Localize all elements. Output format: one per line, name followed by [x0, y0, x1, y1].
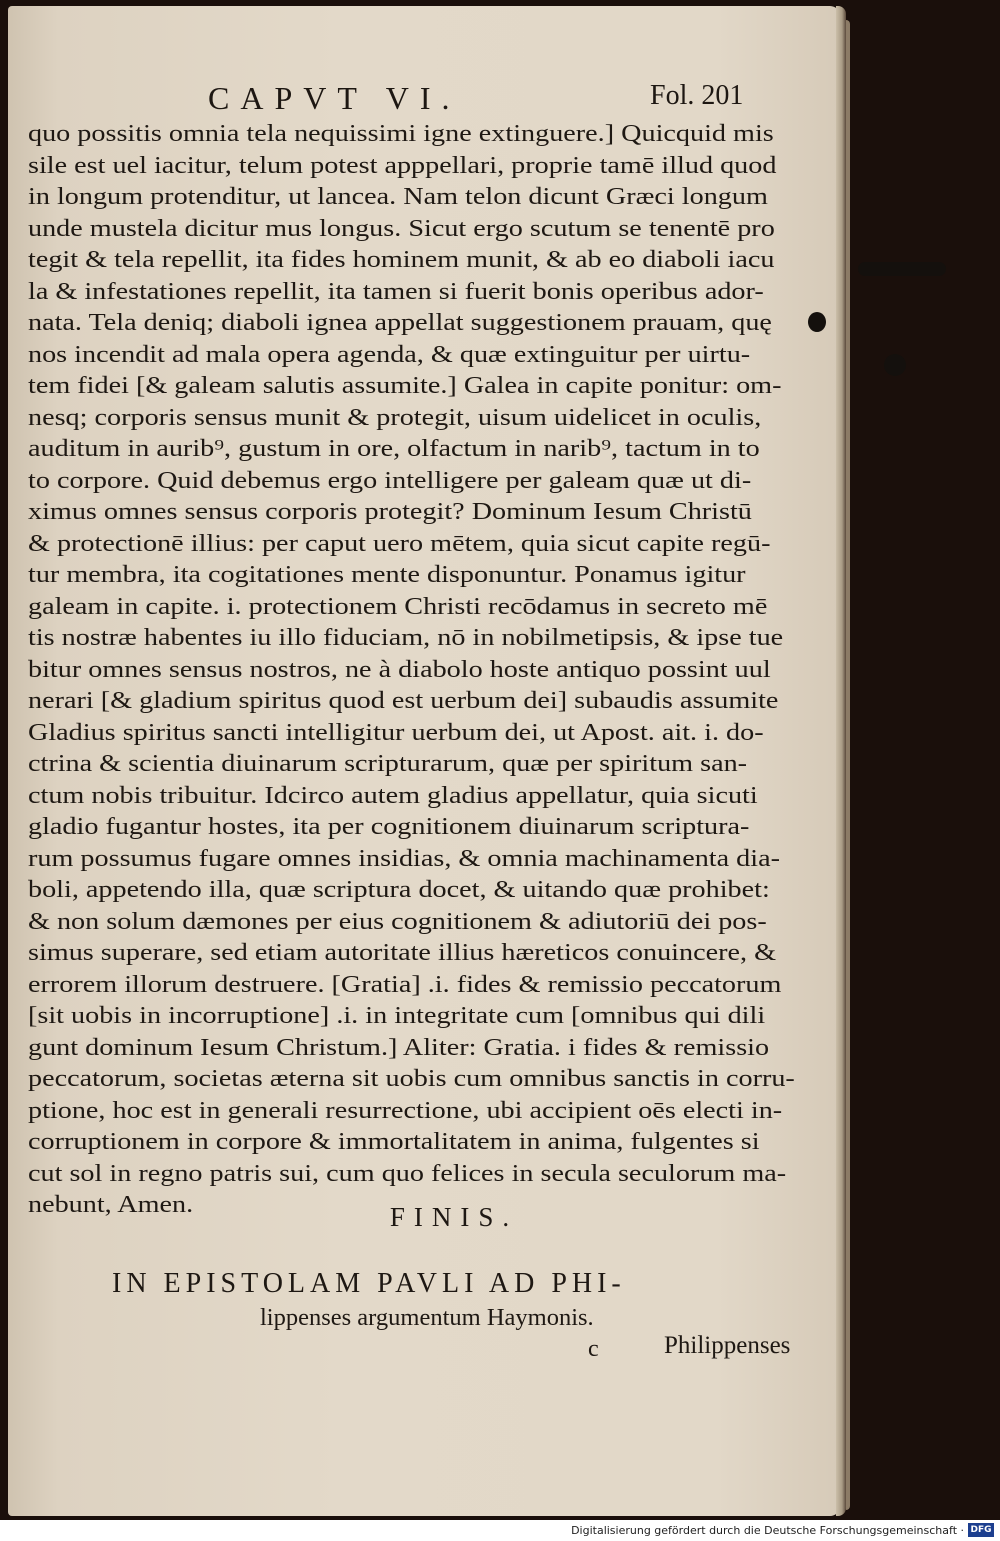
text-line: rum possumus fugare omnes insidias, & omnia machinamenta dia-: [28, 844, 780, 872]
page-edge: [836, 6, 846, 1516]
ink-dot: [884, 354, 906, 376]
text-line: la & infestationes repellit, ita tamen si fuerit bonis operibus ador-: [28, 277, 764, 305]
dfg-logo: DFG: [968, 1523, 994, 1537]
next-section-subheading: lippenses argumentum Haymonis.: [260, 1304, 594, 1331]
text-line: ctrina & scientia diuinarum scripturarum, quæ per spiritum san-: [28, 750, 748, 777]
ink-blot: [858, 262, 946, 276]
text-line: ctum nobis tribuitur. Idcirco autem gladius appellatur, quia sicuti: [28, 781, 758, 809]
funding-note: Digitalisierung gefördert durch die Deutsche Forschungsgemeinschaft ·: [571, 1524, 964, 1537]
page-header: [8, 80, 840, 120]
text-line: in longum protenditur, ut lancea. Nam telon dicunt Græci longum: [28, 183, 768, 210]
text-line: ptione, hoc est in generali resurrectione, ubi accipient oēs electi in-: [28, 1096, 783, 1124]
text-line: tur membra, ita cogitationes mente disponuntur. Ponamus igitur: [28, 561, 746, 588]
finis-label: FINIS.: [389, 1202, 519, 1232]
text-line: nos incendit ad mala opera agenda, & quæ extinguitur per uirtu-: [28, 340, 751, 368]
text-line: tem fidei [& galeam salutis assumite.] Galea in capite ponitur: om-: [28, 372, 782, 399]
text-line: simus superare, sed etiam autoritate illius hæreticos conuincere, &: [28, 939, 777, 966]
text-line: quo possitis omnia tela nequissimi igne extinguere.] Quicquid mis: [28, 120, 774, 147]
text-line: ximus omnes sensus corporis protegit? Dominum Iesum Christū: [28, 498, 752, 525]
text-line: auditum in aurib⁹, gustum in ore, olfactum in narib⁹, tactum in to: [28, 435, 760, 462]
text-line: nesq; corporis sensus munit & protegit, uisum uidelicet in oculis,: [28, 403, 762, 431]
text-line: boli, appetendo illa, quæ scriptura docet, & uitando quæ prohibet:: [28, 876, 770, 903]
catchword: Philippenses: [664, 1332, 791, 1359]
text-line: corruptionem in corpore & immortalitatem in anima, fulgentes si: [28, 1128, 760, 1155]
running-head: CAPVT VI.: [208, 80, 461, 116]
text-line: nerari [& gladium spiritus quod est uerbum dei] subaudis assumite: [28, 687, 779, 714]
text-line: bitur omnes sensus nostros, ne à diabolo hoste antiquo possint uul: [28, 655, 771, 683]
text-line: & protectionē illius: per caput uero mētem, quia sicut capite regū-: [28, 529, 771, 557]
signature-mark: c: [588, 1336, 599, 1362]
text-line: tegit & tela repellit, ita fides hominem munit, & ab eo diaboli iacu: [28, 246, 775, 273]
text-line: unde mustela dicitur mus longus. Sicut ergo scutum se tenentē pro: [28, 214, 775, 242]
text-line: cut sol in regno patris sui, cum quo felices in secula seculorum ma-: [28, 1159, 787, 1187]
next-section-heading: IN EPISTOLAM PAVLI AD PHI-: [112, 1268, 626, 1299]
body-text: [28, 118, 818, 1221]
text-line: sile est uel iacitur, telum potest apppellari, proprie tamē illud quod: [28, 151, 777, 179]
footer-bar: [0, 1520, 1000, 1541]
page-edge-shadow: [846, 20, 850, 1510]
book-page: [8, 6, 840, 1516]
text-line: & non solum dæmones per eius cognitionem & adiutoriū dei pos-: [28, 907, 767, 935]
text-line: peccatorum, societas æterna sit uobis cum omnibus sanctis in corru-: [28, 1065, 795, 1092]
text-line: gladio fugantur hostes, ita per cognitionem diuinarum scriptura-: [28, 813, 750, 840]
ink-dot: [808, 312, 826, 332]
text-line: [sit uobis in incorruptione] .i. in integritate cum [omnibus qui dili: [28, 1002, 766, 1029]
text-line: nebunt, Amen.: [28, 1191, 194, 1218]
text-line: errorem illorum destruere. [Gratia] .i. fides & remissio peccatorum: [28, 970, 782, 998]
text-line: nata. Tela deniq; diaboli ignea appellat suggestionem prauam, quę: [28, 309, 772, 336]
text-line: tis nostræ habentes iu illo fiduciam, nō in nobilmetipsis, & ipse tue: [28, 624, 784, 651]
folio-number: Fol. 201: [650, 80, 744, 111]
text-line: to corpore. Quid debemus ergo intelligere per galeam quæ ut di-: [28, 466, 752, 494]
text-line: gunt dominum Iesum Christum.] Aliter: Gratia. i fides & remissio: [28, 1033, 770, 1061]
text-line: galeam in capite. i. protectionem Christi recōdamus in secreto mē: [28, 592, 768, 620]
text-line: Gladius spiritus sancti intelligitur uerbum dei, ut Apost. ait. i. do-: [28, 718, 764, 746]
